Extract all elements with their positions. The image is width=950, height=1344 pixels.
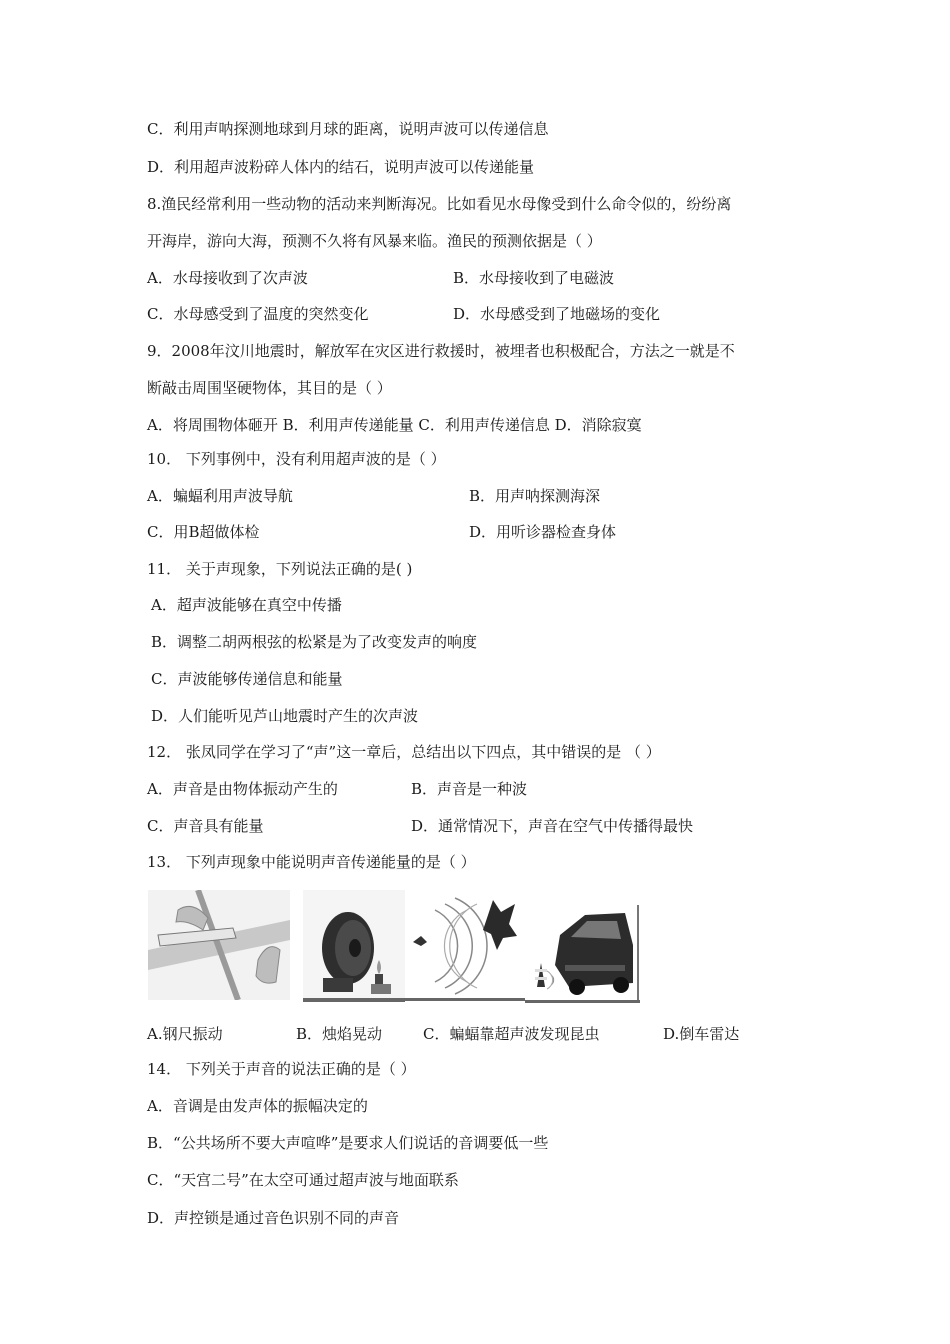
q10-stem: 10． 下列事例中，没有利用超声波的是（ ） (147, 450, 446, 468)
q14-option-c: C．“天宫二号”在太空可通过超声波与地面联系 (147, 1171, 459, 1189)
q8-option-c: C．水母感受到了温度的突然变化 (147, 305, 369, 323)
q9-options: A．将周围物体砸开 B．利用声传递能量 C．利用声传递信息 D．消除寂寞 (147, 416, 642, 434)
q9-stem-line-1: 9．2008年汶川地震时，解放军在灾区进行救援时，被埋者也积极配合，方法之一就是不 (147, 342, 735, 360)
q8-option-d: D．水母感受到了地磁场的变化 (453, 305, 661, 323)
q13-option-a: A.钢尺振动 (147, 1025, 223, 1043)
q13-option-b: B．烛焰晃动 (296, 1025, 383, 1043)
q8-stem-line-1: 8.渔民经常利用一些动物的活动来判断海况。比如看见水母像受到什么命令似的，纷纷离 (147, 195, 732, 213)
q12-option-c: C．声音具有能量 (147, 817, 264, 835)
q11-stem: 11． 关于声现象，下列说法正确的是( ) (147, 560, 413, 578)
q11-option-a: A．超声波能够在真空中传播 (151, 596, 342, 614)
q7-option-c: C．利用声呐探测地球到月球的距离，说明声波可以传递信息 (147, 120, 549, 138)
q8-option-a: A．水母接收到了次声波 (147, 269, 308, 287)
q11-option-b: B．调整二胡两根弦的松紧是为了改变发声的响度 (151, 633, 478, 651)
q13-stem: 13． 下列声现象中能说明声音传递能量的是（ ） (147, 853, 476, 871)
q14-option-b: B．“公共场所不要大声喧哗”是要求人们说话的音调要低一些 (147, 1134, 549, 1152)
reversing-radar-figure (525, 905, 640, 1003)
q10-option-c: C．用B超做体检 (147, 523, 260, 541)
q12-stem: 12． 张凤同学在学习了“声”这一章后，总结出以下四点，其中错误的是 （ ） (147, 743, 661, 761)
steel-ruler-figure (148, 890, 290, 1000)
q9-stem-line-2: 断敲击周围坚硬物体，其目的是（ ） (147, 379, 392, 397)
q14-option-a: A．音调是由发声体的振幅决定的 (147, 1097, 368, 1115)
q11-option-c: C．声波能够传递信息和能量 (151, 670, 343, 688)
q13-option-d: D.倒车雷达 (663, 1025, 740, 1043)
q8-option-b: B．水母接收到了电磁波 (453, 269, 615, 287)
q14-stem: 14． 下列关于声音的说法正确的是（ ） (147, 1060, 416, 1078)
q10-option-b: B．用声呐探测海深 (469, 487, 601, 505)
q10-option-d: D．用听诊器检查身体 (469, 523, 617, 541)
q11-option-d: D．人们能听见芦山地震时产生的次声波 (151, 707, 419, 725)
q12-option-b: B．声音是一种波 (411, 780, 528, 798)
bat-ultrasound-figure (405, 890, 525, 1002)
speaker-candle-figure (303, 890, 415, 1002)
q10-option-a: A．蝙蝠利用声波导航 (147, 487, 293, 505)
q12-option-d: D．通常情况下，声音在空气中传播得最快 (411, 817, 694, 835)
q13-option-c: C．蝙蝠靠超声波发现昆虫 (423, 1025, 600, 1043)
q7-option-d: D．利用超声波粉碎人体内的结石，说明声波可以传递能量 (147, 158, 535, 176)
q12-option-a: A．声音是由物体振动产生的 (147, 780, 338, 798)
q8-stem-line-2: 开海岸，游向大海，预测不久将有风暴来临。渔民的预测依据是（ ） (147, 232, 602, 250)
q14-option-d: D．声控锁是通过音色识别不同的声音 (147, 1209, 400, 1227)
